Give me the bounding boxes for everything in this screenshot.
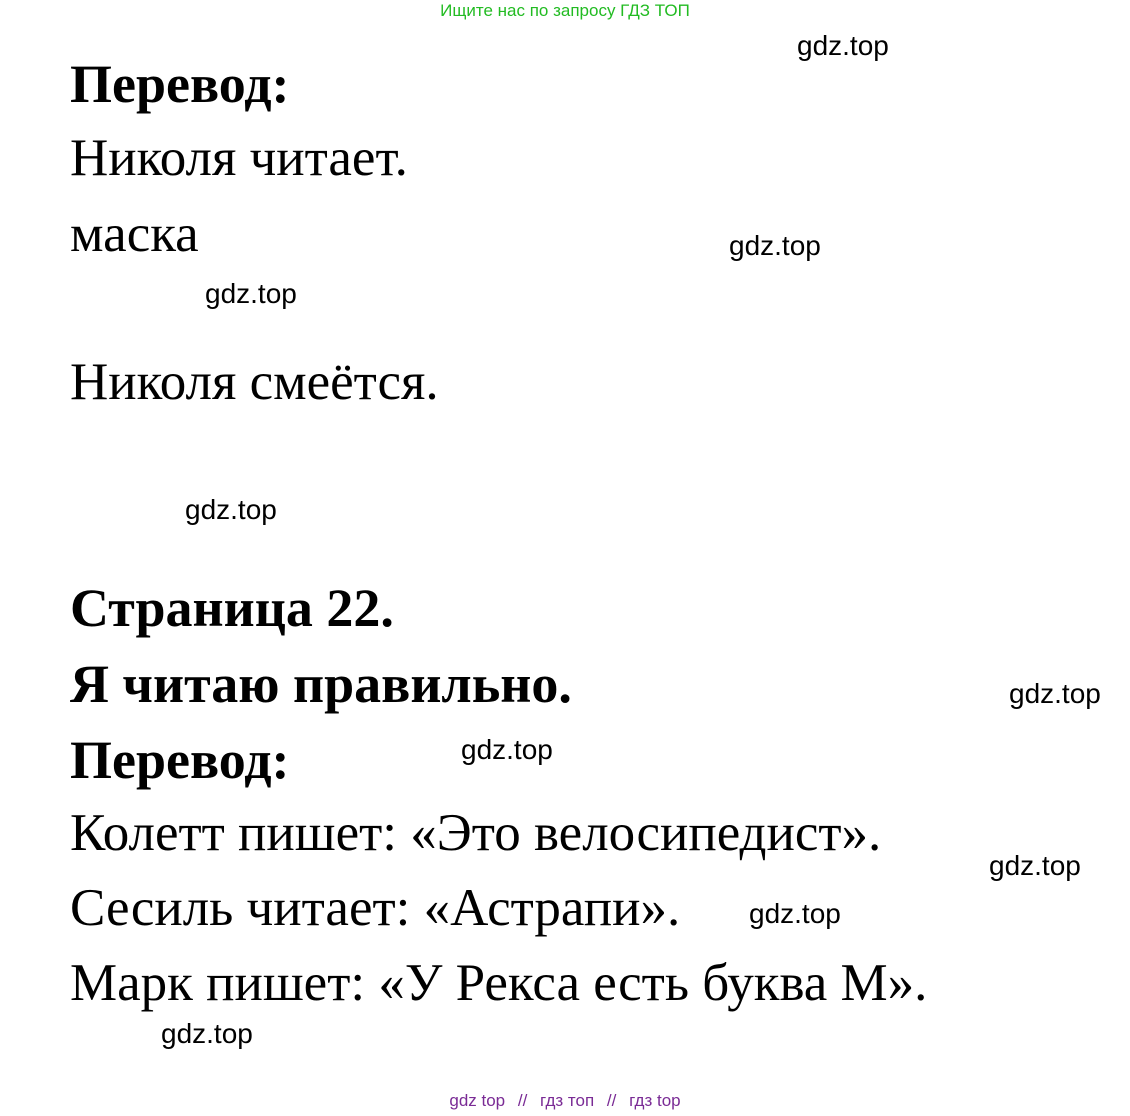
watermark: gdz.top: [185, 494, 277, 525]
footer-separator: //: [606, 1091, 617, 1110]
translation-heading: Перевод:: [70, 54, 290, 114]
page-title: Страница 22.: [70, 578, 394, 638]
exercise-title: Я читаю правильно.: [70, 654, 572, 714]
text-line: маска: [70, 205, 199, 263]
translation-heading: Перевод:: [70, 730, 290, 790]
footer-separator: //: [517, 1091, 528, 1110]
text-line: Николя смеётся.: [70, 353, 439, 411]
text-line: Марк пишет: «У Рекса есть буква М».: [70, 954, 928, 1012]
footer-links: [0, 1090, 1130, 1112]
text-line: Николя читает.: [70, 129, 408, 187]
watermark: gdz.top: [797, 30, 889, 61]
watermark: gdz.top: [1009, 678, 1101, 709]
watermark: gdz.top: [205, 278, 297, 309]
watermark: gdz.top: [989, 850, 1081, 881]
watermark: gdz.top: [729, 230, 821, 261]
watermark: gdz.top: [461, 734, 553, 765]
footer-link[interactable]: гдз топ: [540, 1091, 595, 1110]
search-banner: Ищите нас по запросу ГДЗ ТОП: [440, 1, 690, 20]
text-line: Колетт пишет: «Это велосипедист».: [70, 804, 882, 862]
watermark: gdz.top: [161, 1018, 253, 1049]
watermark: gdz.top: [749, 898, 841, 929]
footer-link[interactable]: gdz top: [449, 1091, 506, 1110]
text-line: Сесиль читает: «Астрапи».: [70, 879, 681, 937]
footer-link[interactable]: гдз top: [629, 1091, 681, 1110]
